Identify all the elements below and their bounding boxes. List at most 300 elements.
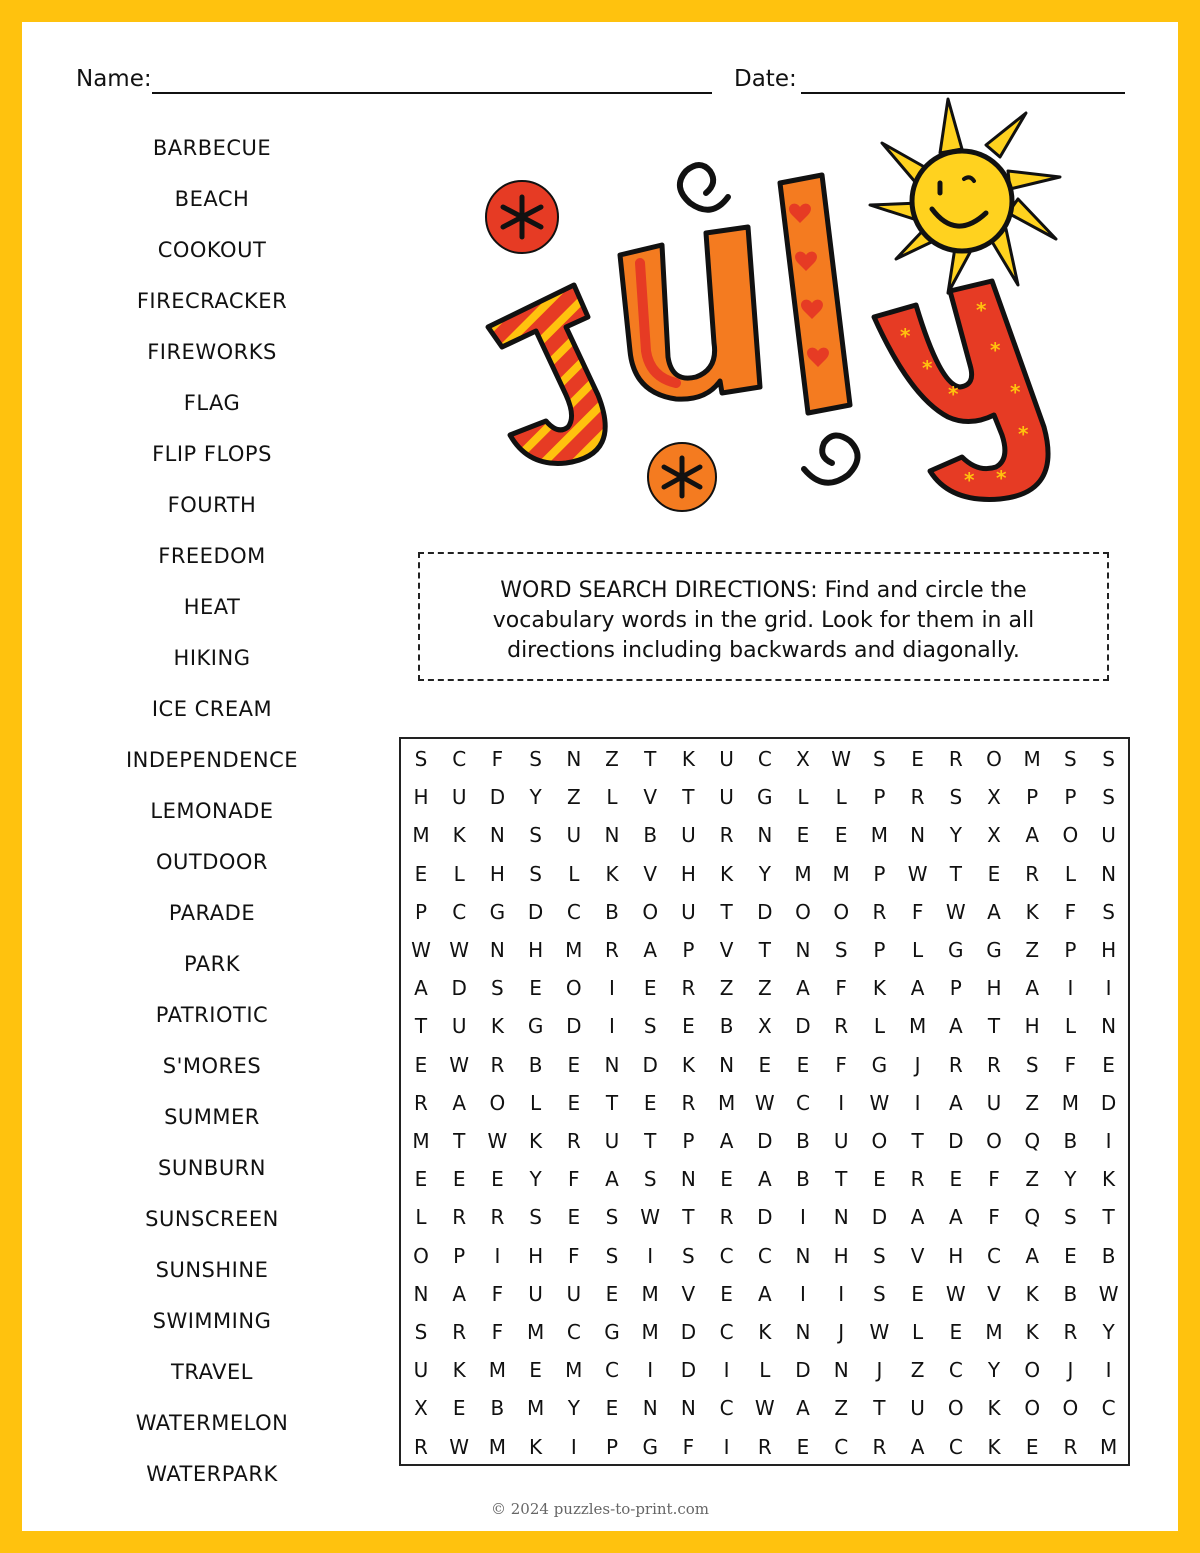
grid-letter[interactable]: W — [640, 1205, 661, 1230]
grid-letter[interactable]: S — [529, 823, 542, 848]
grid-letter[interactable]: T — [414, 1014, 428, 1039]
grid-letter[interactable]: R — [452, 1205, 467, 1230]
grid-letter[interactable]: A — [643, 938, 658, 962]
grid-letter[interactable]: L — [1064, 861, 1076, 886]
grid-letter[interactable]: H — [489, 861, 505, 886]
grid-letter[interactable]: E — [1025, 1434, 1039, 1459]
grid-letter[interactable]: S — [605, 1205, 619, 1230]
grid-letter[interactable]: M — [717, 1090, 736, 1115]
grid-letter[interactable]: L — [912, 1320, 924, 1344]
grid-letter[interactable]: R — [872, 1434, 887, 1459]
grid-letter[interactable]: T — [644, 747, 657, 771]
grid-letter[interactable]: N — [680, 1167, 696, 1192]
grid-letter[interactable]: E — [414, 1052, 428, 1077]
grid-letter[interactable]: F — [1064, 899, 1077, 924]
grid-letter[interactable]: E — [529, 976, 542, 1001]
grid-letter[interactable]: M — [641, 1281, 659, 1306]
grid-letter[interactable]: E — [605, 1281, 619, 1306]
grid-letter[interactable]: G — [871, 1052, 888, 1077]
grid-letter[interactable]: U — [566, 823, 582, 848]
grid-letter[interactable]: P — [1026, 785, 1039, 810]
grid-letter[interactable]: M — [565, 1358, 583, 1383]
grid-letter[interactable]: F — [911, 899, 924, 924]
grid-letter[interactable]: N — [719, 1052, 735, 1077]
grid-letter[interactable]: C — [757, 747, 772, 771]
grid-letter[interactable]: C — [987, 1243, 1001, 1268]
grid-letter[interactable]: W — [449, 938, 470, 962]
grid-letter[interactable]: C — [834, 1434, 849, 1459]
grid-letter[interactable]: E — [605, 1396, 619, 1421]
grid-letter[interactable]: E — [567, 1090, 581, 1115]
grid-letter[interactable]: D — [566, 1014, 582, 1039]
grid-letter[interactable]: S — [529, 1205, 542, 1230]
grid-letter[interactable]: P — [1064, 785, 1077, 810]
grid-letter[interactable]: S — [414, 747, 428, 771]
grid-letter[interactable]: A — [452, 1090, 467, 1115]
grid-letter[interactable]: F — [988, 1167, 1000, 1192]
grid-letter[interactable]: K — [529, 1129, 543, 1153]
grid-letter[interactable]: X — [414, 1396, 428, 1421]
grid-letter[interactable]: P — [605, 1434, 619, 1459]
grid-letter[interactable]: S — [949, 785, 963, 810]
grid-letter[interactable]: O — [1024, 1358, 1041, 1383]
grid-letter[interactable]: Z — [566, 785, 581, 810]
grid-letter[interactable]: S — [605, 1243, 619, 1268]
grid-letter[interactable]: G — [527, 1014, 544, 1039]
grid-letter[interactable]: S — [414, 1320, 428, 1344]
grid-letter[interactable]: U — [604, 1129, 620, 1153]
grid-letter[interactable]: M — [908, 1014, 927, 1039]
grid-letter[interactable]: Q — [1024, 1129, 1041, 1153]
grid-letter[interactable]: T — [720, 899, 733, 924]
grid-letter[interactable]: I — [1067, 976, 1074, 1001]
grid-letter[interactable]: I — [914, 1090, 921, 1115]
grid-letter[interactable]: S — [1025, 1052, 1039, 1077]
grid-letter[interactable]: K — [1025, 1281, 1039, 1306]
grid-letter[interactable]: A — [719, 1129, 734, 1153]
grid-letter[interactable]: A — [605, 1167, 619, 1192]
grid-letter[interactable]: T — [1102, 1205, 1115, 1230]
grid-letter[interactable]: F — [491, 1320, 504, 1344]
grid-letter[interactable]: R — [681, 976, 696, 1001]
grid-letter[interactable]: U — [986, 1090, 1002, 1115]
grid-letter[interactable]: I — [800, 1205, 806, 1230]
grid-letter[interactable]: W — [487, 1129, 508, 1153]
grid-letter[interactable]: X — [987, 823, 1001, 848]
grid-letter[interactable]: C — [452, 747, 467, 771]
grid-letter[interactable]: E — [452, 1167, 466, 1192]
grid-letter[interactable]: S — [1102, 747, 1115, 771]
grid-letter[interactable]: D — [757, 1205, 773, 1230]
grid-letter[interactable]: L — [797, 785, 809, 810]
grid-letter[interactable]: D — [680, 1358, 697, 1383]
grid-letter[interactable]: J — [914, 1052, 921, 1077]
grid-letter[interactable]: C — [719, 1396, 734, 1421]
grid-letter[interactable]: A — [414, 976, 428, 1001]
grid-letter[interactable]: M — [832, 861, 850, 886]
grid-letter[interactable]: J — [1067, 1358, 1074, 1383]
grid-letter[interactable]: K — [987, 1396, 1001, 1421]
grid-letter[interactable]: V — [681, 1281, 696, 1306]
grid-letter[interactable]: S — [1064, 747, 1077, 771]
grid-letter[interactable]: N — [604, 823, 620, 848]
grid-letter[interactable]: D — [795, 1358, 811, 1383]
grid-letter[interactable]: K — [758, 1320, 772, 1344]
grid-letter[interactable]: K — [681, 747, 695, 771]
grid-letter[interactable]: R — [757, 1434, 772, 1459]
grid-letter[interactable]: A — [796, 976, 810, 1001]
grid-letter[interactable]: N — [795, 1243, 811, 1268]
grid-letter[interactable]: H — [833, 1243, 849, 1268]
grid-letter[interactable]: W — [831, 747, 852, 771]
grid-letter[interactable]: O — [565, 976, 582, 1001]
grid-letter[interactable]: R — [1063, 1320, 1078, 1344]
grid-letter[interactable]: J — [876, 1358, 883, 1383]
grid-letter[interactable]: A — [452, 1281, 467, 1306]
grid-letter[interactable]: L — [568, 861, 580, 886]
grid-letter[interactable]: C — [566, 1320, 581, 1344]
grid-letter[interactable]: D — [642, 1052, 658, 1077]
grid-letter[interactable]: N — [413, 1281, 429, 1306]
grid-letter[interactable]: T — [987, 1014, 1001, 1039]
grid-letter[interactable]: L — [759, 1358, 771, 1383]
grid-letter[interactable]: G — [757, 785, 773, 810]
grid-letter[interactable]: A — [1025, 976, 1040, 1001]
grid-letter[interactable]: C — [605, 1358, 619, 1383]
grid-letter[interactable]: S — [643, 1167, 657, 1192]
grid-letter[interactable]: G — [986, 938, 1002, 962]
grid-letter[interactable]: L — [835, 785, 847, 810]
grid-letter[interactable]: B — [796, 1129, 810, 1153]
grid-letter[interactable]: U — [451, 1014, 467, 1039]
grid-letter[interactable]: L — [530, 1090, 542, 1115]
grid-letter[interactable]: Q — [1024, 1205, 1041, 1230]
grid-letter[interactable]: R — [948, 747, 963, 771]
grid-letter[interactable]: M — [526, 1320, 545, 1344]
grid-letter[interactable]: I — [494, 1243, 501, 1268]
grid-letter[interactable]: H — [1101, 938, 1117, 962]
grid-letter[interactable]: G — [489, 899, 506, 924]
grid-letter[interactable]: Z — [834, 1396, 849, 1421]
grid-letter[interactable]: E — [949, 1167, 963, 1192]
grid-letter[interactable]: Y — [1102, 1320, 1115, 1344]
grid-letter[interactable]: R — [1025, 861, 1040, 886]
grid-letter[interactable]: B — [719, 1014, 734, 1039]
grid-letter[interactable]: A — [948, 1205, 963, 1230]
grid-letter[interactable]: H — [413, 785, 429, 810]
grid-letter[interactable]: Y — [1064, 1167, 1077, 1192]
grid-letter[interactable]: E — [643, 1090, 657, 1115]
grid-letter[interactable]: X — [796, 747, 810, 771]
grid-letter[interactable]: T — [453, 1129, 466, 1153]
grid-letter[interactable]: R — [719, 1205, 734, 1230]
grid-letter[interactable]: K — [605, 861, 619, 886]
grid-letter[interactable]: R — [452, 1320, 467, 1344]
grid-letter[interactable]: E — [834, 823, 848, 848]
grid-letter[interactable]: E — [720, 1281, 733, 1306]
grid-letter[interactable]: R — [605, 938, 619, 962]
grid-letter[interactable]: Z — [910, 1358, 925, 1383]
grid-letter[interactable]: U — [528, 1281, 543, 1306]
grid-letter[interactable]: P — [1064, 938, 1077, 962]
grid-letter[interactable]: I — [1105, 1129, 1112, 1153]
grid-letter[interactable]: H — [680, 861, 696, 886]
grid-letter[interactable]: T — [835, 1167, 848, 1192]
grid-letter[interactable]: W — [449, 1052, 470, 1077]
grid-letter[interactable]: E — [643, 976, 657, 1001]
grid-letter[interactable]: F — [988, 1205, 1000, 1230]
grid-letter[interactable]: N — [642, 1396, 658, 1421]
grid-letter[interactable]: I — [838, 1281, 845, 1306]
grid-letter[interactable]: J — [838, 1320, 845, 1344]
grid-letter[interactable]: T — [949, 861, 962, 886]
grid-letter[interactable]: I — [609, 1014, 615, 1039]
grid-letter[interactable]: N — [833, 1358, 849, 1383]
grid-letter[interactable]: A — [910, 1205, 925, 1230]
grid-letter[interactable]: A — [910, 1434, 925, 1459]
grid-letter[interactable]: R — [681, 1090, 696, 1115]
grid-letter[interactable]: B — [528, 1052, 543, 1077]
grid-letter[interactable]: E — [949, 1320, 963, 1344]
grid-letter[interactable]: E — [1064, 1243, 1077, 1268]
grid-letter[interactable]: I — [1105, 1358, 1112, 1383]
grid-letter[interactable]: I — [1105, 976, 1112, 1001]
grid-letter[interactable]: U — [1101, 823, 1116, 848]
grid-letter[interactable]: A — [948, 1014, 963, 1039]
grid-letter[interactable]: R — [1063, 1434, 1078, 1459]
grid-letter[interactable]: H — [986, 976, 1002, 1001]
grid-letter[interactable]: W — [869, 1090, 890, 1115]
grid-letter[interactable]: I — [647, 1243, 654, 1268]
grid-letter[interactable]: B — [490, 1396, 505, 1421]
grid-letter[interactable]: E — [796, 1052, 810, 1077]
grid-letter[interactable]: K — [1025, 1320, 1039, 1344]
grid-letter[interactable]: U — [833, 1129, 849, 1153]
grid-letter[interactable]: N — [910, 823, 926, 848]
grid-letter[interactable]: T — [911, 1129, 924, 1153]
grid-letter[interactable]: A — [948, 1090, 963, 1115]
grid-letter[interactable]: E — [682, 1014, 695, 1039]
grid-letter[interactable]: W — [1098, 1281, 1119, 1306]
grid-letter[interactable]: A — [1025, 1243, 1040, 1268]
grid-letter[interactable]: P — [873, 938, 886, 962]
grid-letter[interactable]: P — [873, 861, 886, 886]
grid-letter[interactable]: W — [754, 1396, 775, 1421]
grid-letter[interactable]: U — [681, 899, 696, 924]
grid-letter[interactable]: D — [680, 1320, 697, 1344]
grid-letter[interactable]: T — [682, 785, 695, 810]
grid-letter[interactable]: F — [682, 1434, 695, 1459]
grid-letter[interactable]: F — [568, 1243, 580, 1268]
grid-letter[interactable]: L — [453, 861, 465, 886]
grid-letter[interactable]: S — [1102, 785, 1115, 810]
grid-letter[interactable]: Y — [758, 861, 771, 886]
grid-letter[interactable]: D — [871, 1205, 888, 1230]
grid-letter[interactable]: E — [1102, 1052, 1115, 1077]
grid-letter[interactable]: R — [414, 1434, 428, 1459]
grid-letter[interactable]: T — [758, 938, 771, 962]
grid-letter[interactable]: R — [910, 785, 925, 810]
grid-letter[interactable]: T — [644, 1129, 657, 1153]
grid-letter[interactable]: N — [795, 938, 811, 962]
word-search-grid[interactable] — [399, 737, 1130, 1466]
grid-letter[interactable]: M — [412, 1129, 430, 1153]
grid-letter[interactable]: Z — [1025, 938, 1040, 962]
grid-letter[interactable]: F — [491, 747, 504, 771]
grid-letter[interactable]: Y — [987, 1358, 1001, 1383]
grid-letter[interactable]: O — [986, 1129, 1002, 1153]
grid-letter[interactable]: B — [1063, 1281, 1078, 1306]
grid-letter[interactable]: K — [452, 1358, 466, 1383]
grid-letter[interactable]: S — [529, 861, 542, 886]
grid-letter[interactable]: D — [489, 785, 506, 810]
grid-letter[interactable]: P — [453, 1243, 466, 1268]
grid-letter[interactable]: P — [414, 899, 428, 924]
grid-letter[interactable]: V — [987, 1281, 1001, 1306]
grid-letter[interactable]: M — [565, 938, 583, 962]
grid-letter[interactable]: U — [719, 785, 734, 810]
grid-letter[interactable]: S — [834, 938, 848, 962]
grid-letter[interactable]: R — [987, 1052, 1001, 1077]
grid-letter[interactable]: H — [528, 938, 544, 962]
grid-letter[interactable]: W — [907, 861, 928, 886]
grid-letter[interactable]: L — [415, 1205, 427, 1230]
grid-letter[interactable]: M — [794, 861, 812, 886]
grid-letter[interactable]: M — [641, 1320, 659, 1344]
grid-letter[interactable]: Z — [1025, 1167, 1040, 1192]
grid-letter[interactable]: R — [872, 899, 887, 924]
grid-letter[interactable]: A — [1025, 823, 1040, 848]
grid-letter[interactable]: O — [986, 747, 1002, 771]
grid-letter[interactable]: A — [796, 1396, 810, 1421]
grid-letter[interactable]: V — [643, 861, 658, 886]
grid-letter[interactable]: N — [680, 1396, 696, 1421]
grid-letter[interactable]: S — [1102, 899, 1115, 924]
grid-letter[interactable]: H — [1024, 1014, 1040, 1039]
grid-letter[interactable]: Z — [719, 976, 734, 1001]
grid-letter[interactable]: F — [835, 976, 847, 1001]
grid-letter[interactable]: S — [682, 1243, 695, 1268]
grid-letter[interactable]: N — [757, 823, 773, 848]
grid-letter[interactable]: Y — [949, 823, 962, 848]
grid-letter[interactable]: K — [872, 976, 886, 1001]
grid-letter[interactable]: C — [948, 1434, 963, 1459]
grid-letter[interactable]: G — [948, 938, 964, 962]
grid-letter[interactable]: A — [910, 976, 925, 1001]
grid-letter[interactable]: W — [869, 1320, 890, 1344]
grid-letter[interactable]: K — [1025, 899, 1039, 924]
grid-letter[interactable]: E — [414, 861, 428, 886]
grid-letter[interactable]: W — [449, 1434, 470, 1459]
grid-letter[interactable]: S — [873, 747, 886, 771]
grid-letter[interactable]: Z — [757, 976, 772, 1001]
grid-letter[interactable]: F — [491, 1281, 504, 1306]
grid-letter[interactable]: W — [945, 899, 966, 924]
grid-letter[interactable]: B — [643, 823, 658, 848]
grid-letter[interactable]: G — [604, 1320, 620, 1344]
grid-letter[interactable]: O — [489, 1090, 506, 1115]
grid-letter[interactable]: M — [985, 1320, 1003, 1344]
grid-letter[interactable]: E — [758, 1052, 772, 1077]
grid-letter[interactable]: S — [873, 1243, 886, 1268]
grid-letter[interactable]: S — [1064, 1205, 1077, 1230]
grid-letter[interactable]: M — [526, 1396, 545, 1421]
grid-letter[interactable]: G — [642, 1434, 658, 1459]
grid-letter[interactable]: L — [912, 938, 924, 962]
grid-letter[interactable]: V — [719, 938, 734, 962]
grid-letter[interactable]: O — [833, 899, 850, 924]
grid-letter[interactable]: D — [948, 1129, 964, 1153]
grid-letter[interactable]: Z — [1025, 1090, 1040, 1115]
grid-letter[interactable]: K — [452, 823, 466, 848]
grid-letter[interactable]: O — [947, 1396, 964, 1421]
grid-letter[interactable]: E — [987, 861, 1001, 886]
grid-letter[interactable]: M — [1099, 1434, 1118, 1459]
grid-letter[interactable]: W — [754, 1090, 775, 1115]
grid-letter[interactable]: E — [567, 1052, 581, 1077]
grid-letter[interactable]: E — [911, 1281, 924, 1306]
grid-letter[interactable]: I — [570, 1434, 577, 1459]
grid-letter[interactable]: E — [529, 1358, 542, 1383]
grid-letter[interactable]: U — [681, 823, 696, 848]
grid-letter[interactable]: R — [910, 1167, 925, 1192]
grid-letter[interactable]: U — [910, 1396, 925, 1421]
grid-letter[interactable]: B — [796, 1167, 810, 1192]
grid-letter[interactable]: D — [1100, 1090, 1117, 1115]
grid-letter[interactable]: B — [605, 899, 619, 924]
grid-letter[interactable]: C — [566, 899, 581, 924]
grid-letter[interactable]: N — [604, 1052, 620, 1077]
grid-letter[interactable]: K — [720, 861, 734, 886]
grid-letter[interactable]: L — [1064, 1014, 1076, 1039]
grid-letter[interactable]: R — [490, 1205, 505, 1230]
grid-letter[interactable]: O — [795, 899, 811, 924]
grid-letter[interactable]: B — [1101, 1243, 1116, 1268]
grid-letter[interactable]: V — [910, 1243, 925, 1268]
grid-letter[interactable]: T — [873, 1396, 886, 1421]
grid-letter[interactable]: Y — [529, 785, 542, 810]
grid-letter[interactable]: E — [567, 1205, 581, 1230]
grid-letter[interactable]: N — [566, 747, 582, 771]
grid-letter[interactable]: T — [682, 1205, 695, 1230]
grid-letter[interactable]: C — [719, 1243, 734, 1268]
grid-letter[interactable]: V — [643, 785, 658, 810]
grid-letter[interactable]: R — [566, 1129, 581, 1153]
grid-letter[interactable]: C — [452, 899, 467, 924]
grid-letter[interactable]: K — [1102, 1167, 1116, 1192]
grid-letter[interactable]: F — [1064, 1052, 1077, 1077]
grid-letter[interactable]: N — [489, 938, 505, 962]
grid-letter[interactable]: E — [452, 1396, 466, 1421]
grid-letter[interactable]: R — [834, 1014, 849, 1039]
grid-letter[interactable]: S — [643, 1014, 657, 1039]
grid-letter[interactable]: K — [529, 1434, 543, 1459]
grid-letter[interactable]: D — [757, 1129, 773, 1153]
grid-letter[interactable]: I — [723, 1434, 730, 1459]
grid-letter[interactable]: U — [719, 747, 734, 771]
grid-letter[interactable]: I — [609, 976, 615, 1001]
grid-letter[interactable]: R — [414, 1090, 428, 1115]
grid-letter[interactable]: M — [412, 823, 430, 848]
grid-letter[interactable]: T — [605, 1090, 619, 1115]
grid-letter[interactable]: I — [647, 1358, 654, 1383]
grid-letter[interactable]: X — [757, 1014, 772, 1039]
grid-letter[interactable]: A — [757, 1281, 772, 1306]
grid-letter[interactable]: Y — [567, 1396, 580, 1421]
grid-letter[interactable]: C — [719, 1320, 734, 1344]
grid-letter[interactable]: B — [1063, 1129, 1078, 1153]
grid-letter[interactable]: R — [719, 823, 734, 848]
